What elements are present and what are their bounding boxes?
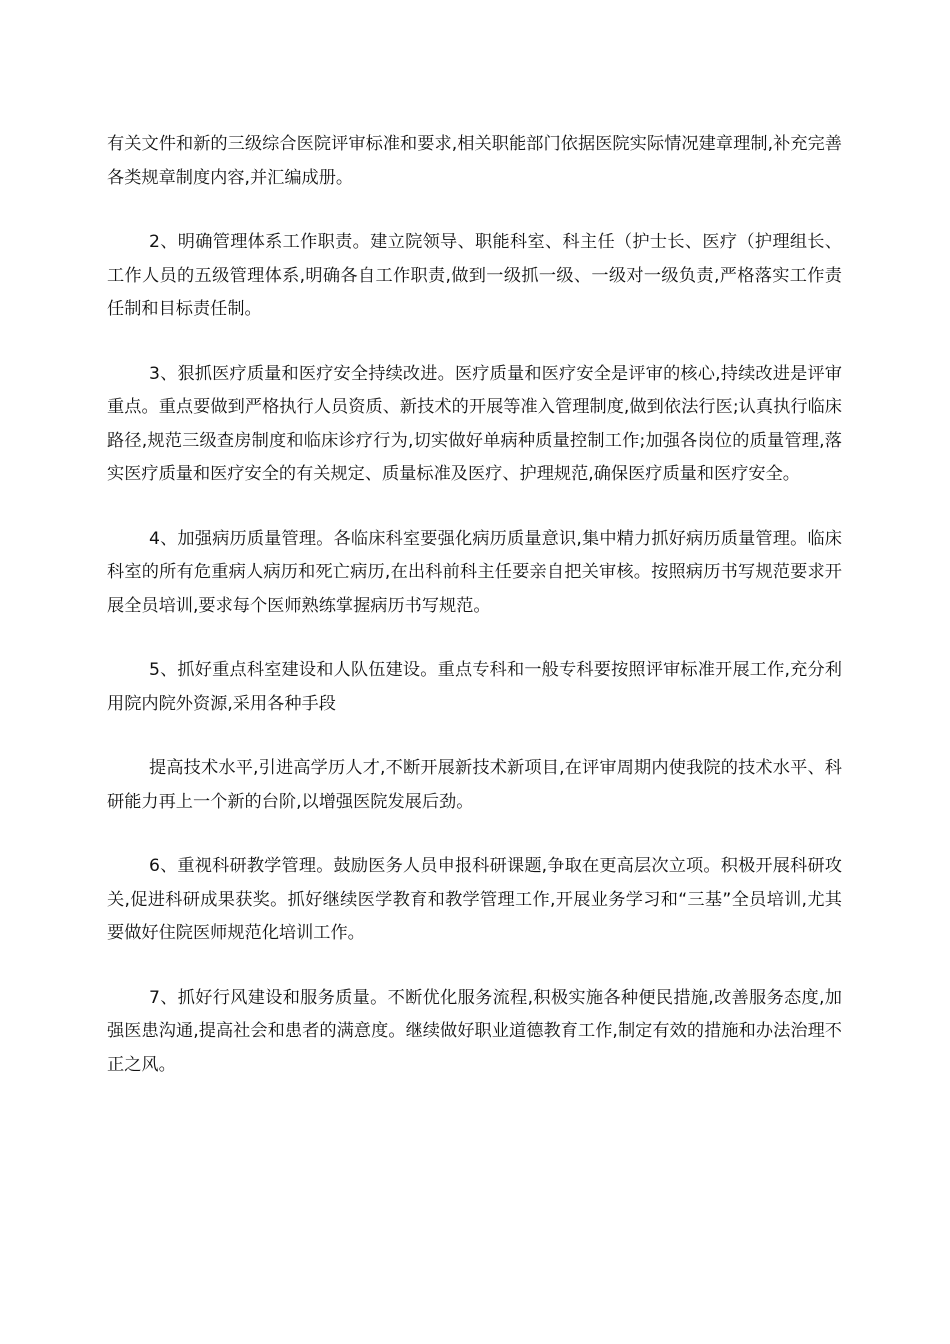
paragraph-8: 7、抓好行风建设和服务质量。不断优化服务流程,积极实施各种便民措施,改善服务态度,加强医患沟通,提高社会和患者的满意度。继续做好职业道德教育工作,制定有效的措施和办法治理不正之风。 <box>107 987 842 1075</box>
paragraph-4: 4、加强病历质量管理。各临床科室要强化病历质量意识,集中精力抓好病历质量管理。临床科室的所有危重病人病历和死亡病历,在出科前科主任要亲自把关审核。按照病历书写规范要求开展全员培训,要求每个医师熟练掌握病历书写规范。 <box>107 528 842 616</box>
paragraph-7: 6、重视科研教学管理。鼓励医务人员申报科研课题,争取在更高层次立项。积极开展科研攻关,促进科研成果获奖。抓好继续医学教育和教学管理工作,开展业务学习和“三基”全员培训,尤其要做好住院医师规范化培训工作。 <box>107 856 842 943</box>
paragraph-1: 有关文件和新的三级综合医院评审标准和要求,相关职能部门依据医院实际情况建章理制,补充完善各类规章制度内容,并汇编成册。 <box>107 134 842 188</box>
paragraph-5: 5、抓好重点科室建设和人队伍建设。重点专科和一般专科要按照评审标准开展工作,充分利用院内院外资源,采用各种手段 <box>107 660 842 714</box>
paragraph-6: 提高技术水平,引进高学历人才,不断开展新技术新项目,在评审周期内使我院的技术水平、科研能力再上一个新的台阶,以增强医院发展后劲。 <box>107 758 842 812</box>
document-body <box>107 128 842 1082</box>
paragraph-3: 3、狠抓医疗质量和医疗安全持续改进。医疗质量和医疗安全是评审的核心,持续改进是评审重点。重点要做到严格执行人员资质、新技术的开展等准入管理制度,做到依法行医;认真执行临床路径,规范三级查房制度和临床诊疗行为,切实做好单病种质量控制工作;加强各岗位的质量管理,落实医疗质量和医疗安全的有关规定、质量标准及医疗、护理规范,确保医疗质量和医疗安全。 <box>107 363 842 484</box>
paragraph-2: 2、明确管理体系工作职责。建立院领导、职能科室、科主任（护士长、医疗（护理组长、工作人员的五级管理体系,明确各自工作职责,做到一级抓一级、一级对一级负责,严格落实工作责任制和目标责任制。 <box>107 232 842 319</box>
